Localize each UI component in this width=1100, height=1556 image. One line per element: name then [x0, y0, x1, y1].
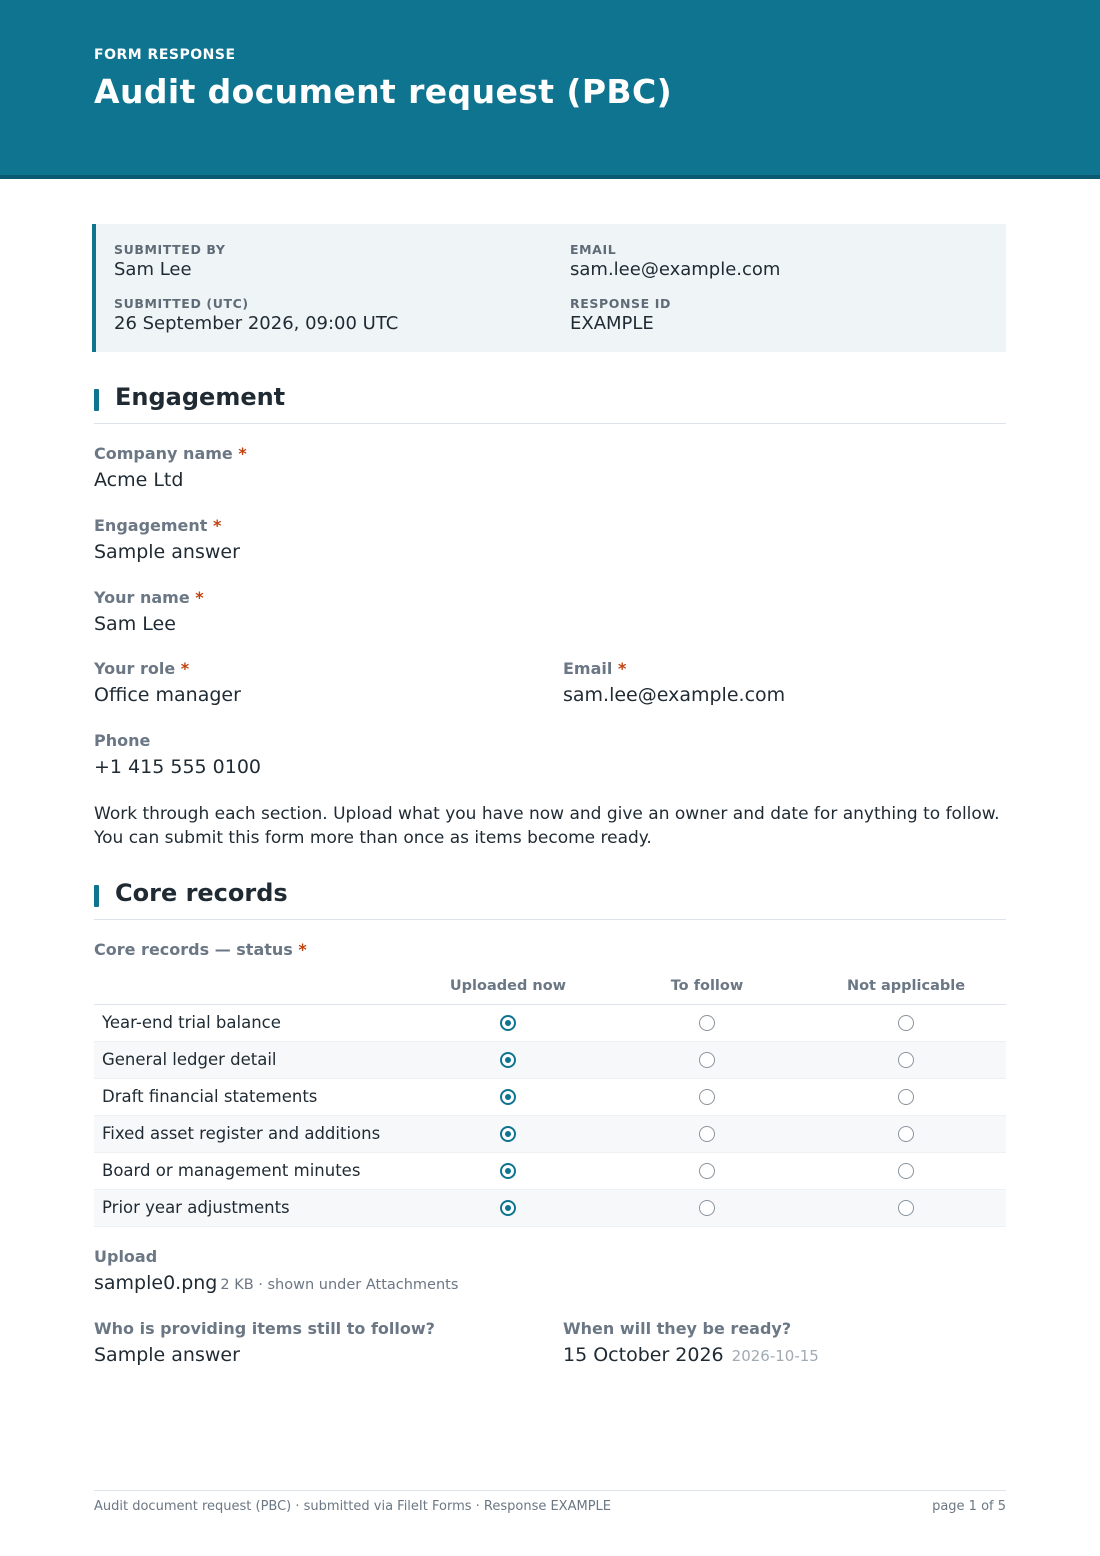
radio-unselected-icon[interactable] — [898, 1126, 914, 1142]
matrix-row — [94, 1005, 1006, 1042]
section-engagement — [94, 383, 1006, 424]
radio-selected-icon[interactable] — [500, 1089, 516, 1105]
field-provider — [94, 1319, 435, 1366]
field-engagement — [94, 516, 240, 563]
field-your-role — [94, 659, 241, 706]
meta-label: SUBMITTED BY — [114, 242, 226, 257]
meta-value: Sam Lee — [114, 259, 192, 280]
field-your-name — [94, 588, 204, 635]
footer-text: Audit document request (PBC) · submitted via FileIt Forms · Response EXAMPLE — [94, 1499, 611, 1514]
matrix-row — [94, 1042, 1006, 1079]
field-phone — [94, 731, 261, 778]
field-label: Company name * — [94, 444, 247, 463]
field-label: Phone — [94, 731, 151, 750]
section-heading: Core records — [115, 879, 288, 907]
page-header — [0, 0, 1100, 179]
field-email — [563, 659, 785, 706]
page-number: page 1 of 5 — [932, 1499, 1006, 1514]
radio-selected-icon[interactable] — [500, 1126, 516, 1142]
upload-note: 2 KB · shown under Attachments — [220, 1277, 459, 1293]
radio-selected-icon[interactable] — [500, 1052, 516, 1068]
field-company-name — [94, 444, 247, 491]
instructions-line: Work through each section. Upload what you have now and give an owner and date for anything to follow. — [94, 804, 1000, 824]
form-type-label: FORM RESPONSE — [94, 47, 236, 63]
required-marker: * — [195, 588, 204, 607]
field-label: Who is providing items still to follow? — [94, 1319, 435, 1338]
radio-unselected-icon[interactable] — [699, 1015, 715, 1031]
matrix-column-header: To follow — [670, 978, 744, 994]
matrix-column-header: Not applicable — [846, 978, 966, 994]
meta-submitted-by — [114, 242, 225, 280]
meta-response-id — [570, 296, 671, 334]
field-core-status — [94, 940, 307, 959]
radio-unselected-icon[interactable] — [898, 1052, 914, 1068]
meta-value: sam.lee@example.com — [570, 259, 781, 280]
matrix-row — [94, 1116, 1006, 1153]
field-label: Upload — [94, 1247, 158, 1266]
page-title: Audit document request (PBC) — [94, 72, 673, 111]
radio-unselected-icon[interactable] — [699, 1089, 715, 1105]
section-heading: Engagement — [115, 383, 286, 411]
section-accent-bar — [94, 389, 99, 411]
field-value — [94, 1272, 458, 1294]
field-upload — [94, 1247, 458, 1294]
field-value — [563, 1344, 819, 1366]
matrix-row-label: Fixed asset register and additions — [102, 1124, 381, 1143]
matrix-row — [94, 1190, 1006, 1227]
instructions-text — [94, 802, 1014, 850]
matrix-row-label: Year-end trial balance — [102, 1013, 281, 1032]
matrix-column-header: Uploaded now — [449, 978, 567, 994]
meta-label: EMAIL — [570, 242, 617, 257]
field-label: Email * — [563, 659, 627, 678]
radio-selected-icon[interactable] — [500, 1200, 516, 1216]
radio-unselected-icon[interactable] — [699, 1052, 715, 1068]
radio-unselected-icon[interactable] — [699, 1163, 715, 1179]
field-value: Sample answer — [94, 541, 240, 563]
field-label: Core records — status * — [94, 940, 307, 959]
matrix-row-label: Draft financial statements — [102, 1087, 318, 1106]
field-label: Your role * — [94, 659, 190, 678]
field-ready-date — [563, 1319, 819, 1366]
radio-unselected-icon[interactable] — [898, 1015, 914, 1031]
required-marker: * — [180, 659, 190, 678]
upload-filename[interactable]: sample0.png — [94, 1272, 218, 1294]
ready-date-iso: 2026-10-15 — [731, 1347, 819, 1365]
required-marker: * — [213, 516, 222, 535]
meta-submitted-utc — [114, 296, 398, 334]
page-footer — [94, 1490, 1006, 1514]
matrix-row-label: Prior year adjustments — [102, 1198, 290, 1217]
required-marker: * — [238, 444, 247, 463]
matrix-header-row — [94, 968, 1006, 1005]
radio-unselected-icon[interactable] — [898, 1163, 914, 1179]
instructions-line: You can submit this form more than once as items become ready. — [94, 828, 652, 848]
field-value: Sample answer — [94, 1344, 240, 1366]
section-core-records — [94, 879, 1006, 920]
radio-unselected-icon[interactable] — [699, 1200, 715, 1216]
radio-unselected-icon[interactable] — [898, 1200, 914, 1216]
radio-unselected-icon[interactable] — [699, 1126, 715, 1142]
matrix-row-label: Board or management minutes — [102, 1161, 361, 1180]
field-value: Office manager — [94, 684, 241, 706]
radio-unselected-icon[interactable] — [898, 1089, 914, 1105]
meta-email — [570, 242, 780, 280]
radio-selected-icon[interactable] — [500, 1015, 516, 1031]
matrix-row — [94, 1079, 1006, 1116]
field-value: sam.lee@example.com — [563, 684, 786, 706]
radio-selected-icon[interactable] — [500, 1163, 516, 1179]
meta-label: SUBMITTED (UTC) — [114, 296, 249, 311]
field-label: When will they be ready? — [563, 1319, 792, 1338]
matrix-row-label: General ledger detail — [102, 1050, 277, 1069]
meta-value: 26 September 2026, 09:00 UTC — [114, 313, 399, 334]
field-value: Sam Lee — [94, 613, 176, 635]
field-label: Your name * — [94, 588, 204, 607]
status-matrix — [94, 968, 1006, 1227]
meta-label: RESPONSE ID — [570, 296, 671, 311]
meta-value: EXAMPLE — [570, 313, 654, 334]
required-marker: * — [298, 940, 307, 959]
submission-meta-panel — [92, 224, 1006, 352]
section-accent-bar — [94, 885, 99, 907]
field-value: Acme Ltd — [94, 469, 184, 491]
field-value: +1 415 555 0100 — [94, 756, 262, 778]
matrix-row — [94, 1153, 1006, 1190]
required-marker: * — [617, 659, 627, 678]
ready-date-text: 15 October 2026 — [563, 1344, 724, 1366]
field-label: Engagement * — [94, 516, 222, 535]
